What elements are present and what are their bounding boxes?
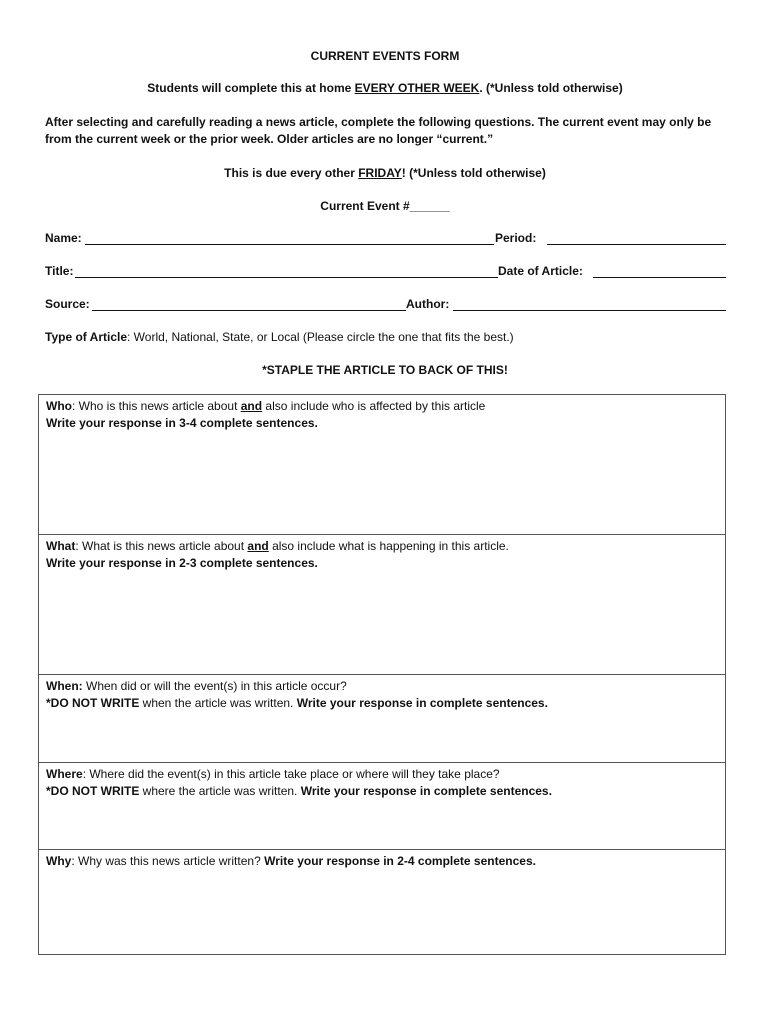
who-label: Who xyxy=(46,399,72,413)
when-instruction: Write your response in complete sentences. xyxy=(296,696,548,710)
why-question xyxy=(46,853,718,870)
instructions-line-1: After selecting and carefully reading a news article, complete the following questions. The current event may only be xyxy=(45,115,712,129)
staple-note: *STAPLE THE ARTICLE TO BACK OF THIS! xyxy=(262,363,508,377)
what-response-box[interactable] xyxy=(39,535,726,675)
current-event-number: Current Event #______ xyxy=(320,199,450,213)
date-label: Date of Article: xyxy=(498,264,583,278)
what-instruction: Write your response in 2-3 complete sentences. xyxy=(46,556,318,570)
where-label: Where xyxy=(46,767,83,781)
when-note-text: when the article was written. xyxy=(139,696,297,710)
when-label: When: xyxy=(46,679,83,693)
name-field[interactable] xyxy=(85,231,494,245)
why-question-text: : Why was this news article written? xyxy=(71,854,265,868)
instructions xyxy=(45,114,745,148)
questions-table xyxy=(38,394,726,955)
when-note-label: *DO NOT WRITE xyxy=(46,696,140,710)
who-section xyxy=(39,395,726,535)
due-day: FRIDAY xyxy=(358,166,402,180)
why-instruction: Write your response in 2-4 complete sentences. xyxy=(264,854,536,868)
type-of-article-label: Type of Article xyxy=(45,330,128,344)
where-note-label: *DO NOT WRITE xyxy=(46,784,140,798)
where-question-text: : Where did the event(s) in this article take place or where will they take place? xyxy=(82,767,500,781)
type-of-article xyxy=(45,330,514,344)
title-date-row xyxy=(45,264,726,282)
who-response-box[interactable] xyxy=(39,395,726,535)
what-and: and xyxy=(247,539,269,553)
who-question-text: : Who is this news article about xyxy=(72,399,241,413)
where-question xyxy=(46,766,718,783)
period-label: Period: xyxy=(495,231,537,245)
why-label: Why xyxy=(46,854,72,868)
why-section xyxy=(39,850,726,955)
where-note xyxy=(46,783,718,800)
source-field[interactable] xyxy=(92,297,406,311)
author-field[interactable] xyxy=(453,297,726,311)
form-title: CURRENT EVENTS FORM xyxy=(310,49,460,63)
who-and: and xyxy=(240,399,263,413)
who-question-text-2: also include who is affected by this article xyxy=(262,399,486,413)
what-question xyxy=(46,538,718,555)
where-instruction: Write your response in complete sentences. xyxy=(300,784,552,798)
title-field[interactable] xyxy=(75,264,498,278)
when-section xyxy=(39,675,726,763)
type-of-article-options: : World, National, State, or Local (Please circle the one that fits the best.) xyxy=(127,330,514,344)
name-label: Name: xyxy=(45,231,82,245)
title-label: Title: xyxy=(45,264,74,278)
frequency-note: . (*Unless told otherwise) xyxy=(479,81,623,95)
what-section xyxy=(39,535,726,675)
when-note xyxy=(46,695,718,712)
frequency-emphasis: EVERY OTHER WEEK xyxy=(354,81,480,95)
where-note-text: where the article was written. xyxy=(139,784,301,798)
due-line xyxy=(0,166,770,180)
where-section xyxy=(39,763,726,850)
when-question-text: When did or will the event(s) in this article occur? xyxy=(82,679,347,693)
due-text: This is due every other xyxy=(224,166,359,180)
instructions-line-2: from the current week or the prior week. Older articles are no longer “current.” xyxy=(45,132,494,146)
what-question-text-2: also include what is happening in this article. xyxy=(268,539,509,553)
who-instruction: Write your response in 3-4 complete sentences. xyxy=(46,416,318,430)
when-response-box[interactable] xyxy=(39,675,726,763)
what-question-text: : What is this news article about xyxy=(75,539,248,553)
frequency-line xyxy=(0,81,770,95)
period-field[interactable] xyxy=(547,231,726,245)
what-label: What xyxy=(46,539,76,553)
who-question xyxy=(46,398,718,415)
when-question xyxy=(46,678,718,695)
why-response-box[interactable] xyxy=(39,850,726,955)
frequency-text: Students will complete this at home xyxy=(147,81,355,95)
date-field[interactable] xyxy=(593,264,726,278)
name-period-row xyxy=(45,231,726,249)
author-label: Author: xyxy=(406,297,450,311)
due-note: ! (*Unless told otherwise) xyxy=(401,166,546,180)
source-label: Source: xyxy=(45,297,90,311)
where-response-box[interactable] xyxy=(39,763,726,850)
source-author-row xyxy=(45,297,726,315)
